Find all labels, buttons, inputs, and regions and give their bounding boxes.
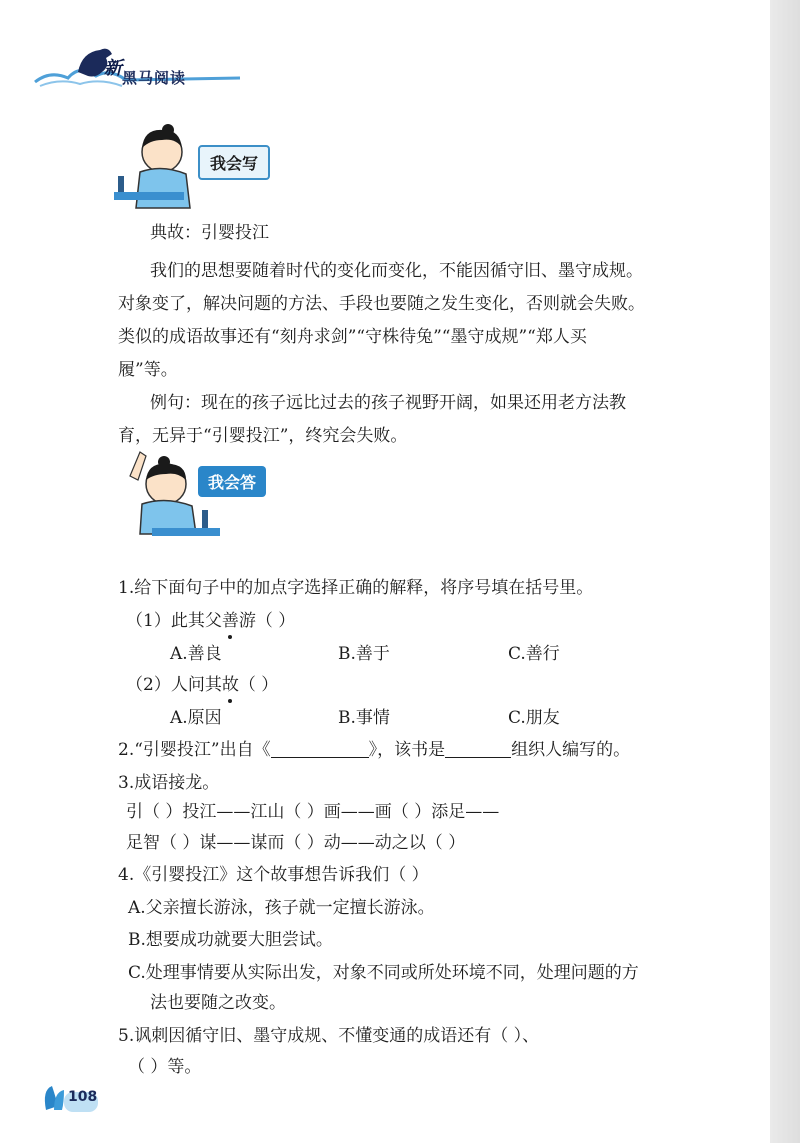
paragraph-line: 类似的成语故事还有“刻舟求剑”“守株待兔”“墨守成规”“郑人买 <box>118 327 587 347</box>
example-line: 例句：现在的孩子远比过去的孩子视野开阔，如果还用老方法教 <box>150 393 626 413</box>
sub1-prefix: （1）此其父 <box>126 611 222 631</box>
option-c: C.处理事情要从实际出发，对象不同或所处环境不同，处理问题的方 <box>128 963 639 983</box>
section-title-write: 我会写 <box>198 145 270 180</box>
writing-scholar-icon <box>110 118 200 213</box>
question-4-stem: 4.《引婴投江》这个故事想告诉我们（ ） <box>118 865 429 885</box>
page-number: 108 <box>68 1089 98 1105</box>
q2-part1: 2.“引婴投江”出自《 <box>118 740 271 760</box>
sub2-prefix: （2）人问其 <box>126 675 222 695</box>
q2-part2: 》，该书是 <box>368 740 446 760</box>
option-c-continued: 法也要随之改变。 <box>150 993 286 1013</box>
question-1-sub2 <box>126 670 278 695</box>
sub2-answer-blank[interactable]: （ ） <box>238 675 279 695</box>
paragraph-line: 我们的思想要随着时代的变化而变化，不能因循守旧、墨守成规。 <box>150 261 643 281</box>
sub1-answer-blank[interactable]: 游（ ） <box>238 611 296 631</box>
question-1-stem: 1.给下面句子中的加点字选择正确的解释，将序号填在括号里。 <box>118 578 594 598</box>
q2-person-blank[interactable] <box>445 739 511 758</box>
question-5-continued[interactable]: （ ）等。 <box>128 1057 202 1077</box>
idiom-chain-line[interactable]: 足智（ ）谋——谋而（ ）动——动之以（ ） <box>126 833 466 853</box>
allusion-title: 典故：引婴投江 <box>150 223 269 243</box>
paragraph-line: 对象变了，解决问题的方法、手段也要随之发生变化，否则就会失败。 <box>118 294 645 314</box>
header-logo <box>30 42 250 102</box>
idiom-chain-line[interactable]: 引（ ）投江——江山（ ）画——画（ ）添足—— <box>126 802 500 822</box>
question-1-sub1 <box>126 606 295 631</box>
option-c: C.善行 <box>508 644 560 664</box>
dotted-char: 善 <box>221 611 239 631</box>
option-b: B.事情 <box>338 708 390 728</box>
question-2 <box>118 735 630 760</box>
question-3-stem: 3.成语接龙。 <box>118 773 220 793</box>
option-c: C.朋友 <box>508 708 560 728</box>
example-line: 育，无异于“引婴投江”，终究会失败。 <box>118 426 408 446</box>
option-a: A.原因 <box>170 708 222 728</box>
next-page-edge <box>770 0 800 1143</box>
option-a: A.父亲擅长游泳，孩子就一定擅长游泳。 <box>128 898 435 918</box>
question-5[interactable]: 5.讽刺因循守旧、墨守成规、不懂变通的成语还有（ ）、 <box>118 1026 540 1046</box>
option-b: B.善于 <box>338 644 390 664</box>
paragraph-line: 履”等。 <box>118 360 178 380</box>
q2-part3: 组织人编写的。 <box>511 740 631 760</box>
option-b: B.想要成功就要大胆尝试。 <box>128 930 333 950</box>
section-title-answer: 我会答 <box>198 466 266 497</box>
brand-new-text: 新 <box>104 58 122 79</box>
dotted-char: 故 <box>221 675 239 695</box>
option-a: A.善良 <box>170 644 222 664</box>
brand-name-text: 黑马阅读 <box>122 69 187 87</box>
q2-book-blank[interactable] <box>271 739 369 758</box>
